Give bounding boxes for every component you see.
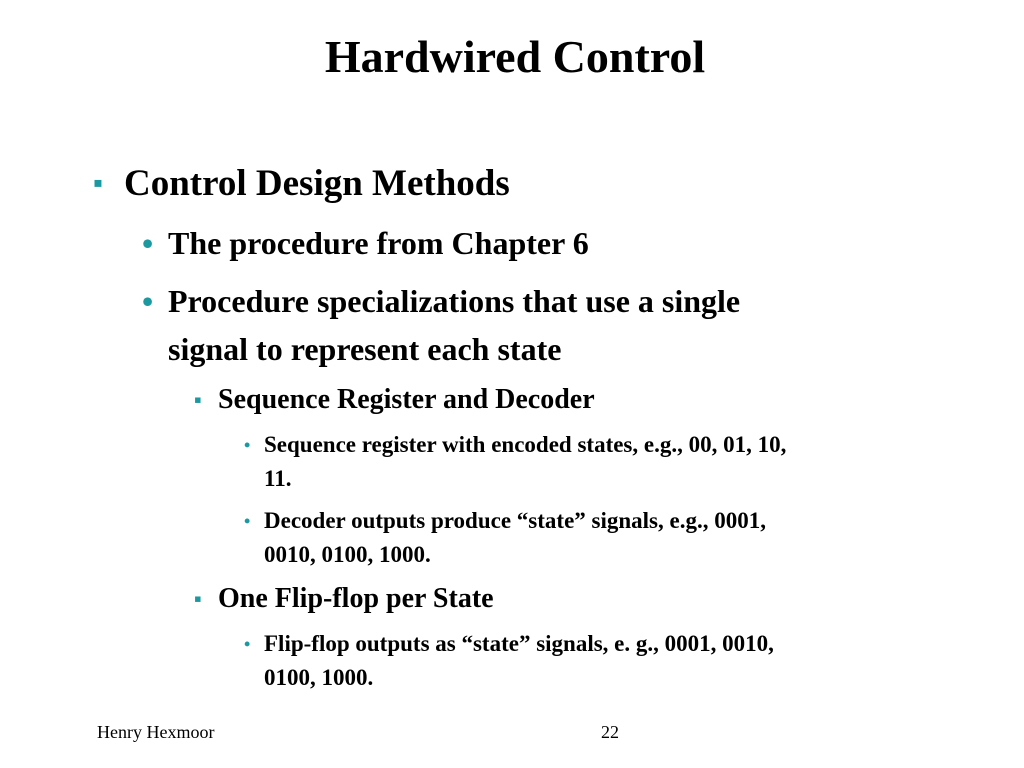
bullet-text-line-1: Procedure specializations that use a single [168,283,741,319]
bullet-text-line-1: Decoder outputs produce “state” signals, e.g., 0001, [264,508,766,533]
bullet-text: The procedure from Chapter 6 [168,225,589,261]
slide-title: Hardwired Control [324,31,706,82]
bullet-text-line-1: Sequence register with encoded states, e.g., 00, 01, 10, [264,432,787,457]
footer-author: Henry Hexmoor [97,722,215,742]
dot-bullet-icon: • [244,511,251,531]
dot-bullet-icon: • [244,634,251,654]
bullet-text-line-2: signal to represent each state [168,331,562,367]
square-bullet-icon: ▪ [93,168,103,199]
bullet-text-line-2: 11. [264,466,292,491]
bullet-text: One Flip-flop per State [218,583,494,614]
square-bullet-icon: ▪ [194,586,202,611]
bullet-text: Sequence Register and Decoder [218,384,595,415]
bullet-text-line-2: 0010, 0100, 1000. [264,542,431,567]
bullet-text-line-2: 0100, 1000. [264,665,374,690]
dot-bullet-icon: • [244,435,251,455]
bullet-text: Control Design Methods [124,163,510,204]
footer-page-number: 22 [601,722,619,742]
dot-bullet-icon: • [142,283,154,319]
dot-bullet-icon: • [142,225,154,261]
bullet-text-line-1: Flip-flop outputs as “state” signals, e. g., 0001, 0010, [264,631,774,656]
square-bullet-icon: ▪ [194,387,202,412]
